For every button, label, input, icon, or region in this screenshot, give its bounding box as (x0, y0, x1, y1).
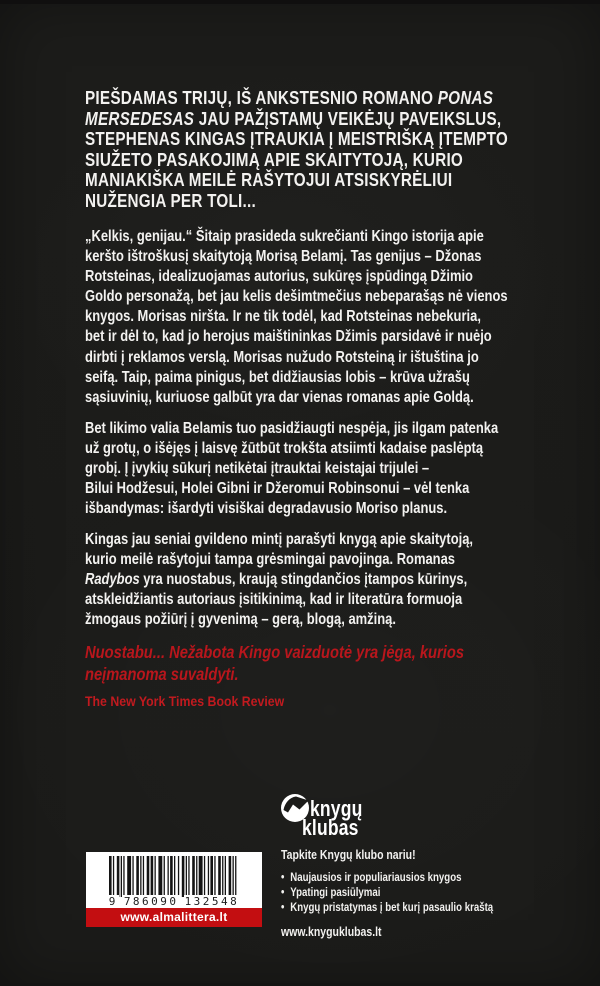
barcode (86, 852, 262, 927)
text-segment: Rotsteinas, idealizuojamas autorius, sukūręs įspūdingą Džimio (85, 268, 473, 286)
text-segment: kurio meilė rašytojui tampa grėsmingai pavojinga. Romanas (85, 551, 456, 569)
text-segment: NUŽENGIA PER TOLI... (85, 189, 256, 211)
text-segment: Goldo personažą, bet jau kelis dešimtmečius nebeparašąs nė vienos (85, 288, 508, 306)
text-segment: knygos. Morisas niršta. Ir ne tik todėl, kad Rotsteinas nebekuria, (85, 308, 481, 326)
membership-bullets (281, 871, 550, 916)
text-segment: dirbti į reklamos verslą. Morisas nužudo Rotsteiną ir ištuština jo (85, 348, 479, 366)
text-segment: žmogaus požiūrį į gyvenimą – gerą, blogą, amžiną. (85, 611, 396, 629)
headline (85, 88, 544, 211)
barcode-digit-group: 132548 (184, 895, 240, 908)
synopsis-paragraph-2 (85, 419, 577, 519)
synopsis-paragraph-3 (85, 530, 577, 630)
cover-top-edge (0, 0, 600, 4)
text-segment: Bilui Hodžesui, Holei Gibni ir Džeromui Robinsonui – vėl tenka (85, 480, 470, 498)
review-attribution: The New York Times Book Review (85, 693, 285, 709)
text-segment: Kingas jau seniai gvildeno mintį parašyti knygą apie skaitytoją, (85, 531, 474, 548)
text-segment: MANIAKIŠKA MEILĖ RAŠYTOJUI ATSISKYRĖLIUI (85, 169, 453, 190)
text-segment: JAU PAŽĮSTAMŲ VEIKĖJŲ PAVEIKSLUS, (194, 107, 502, 129)
membership-block (281, 848, 550, 939)
text-segment: išbandymas: išardyti visiškai degradavusio Moriso planus. (85, 500, 448, 518)
text-segment: už grotų, o išėjęs į laisvę žūtbūt trokšta atsiimti kadaise paslėptą (85, 440, 484, 458)
text-segment: keršto ištroškusį skaitytoją Morisą Belamį. Tas genijus – Džonas (85, 248, 482, 266)
logo-word-klubas: klubas (302, 815, 359, 840)
membership-bullet: • Ypatingi pasiūlymai (281, 886, 550, 900)
text-segment: grobį. Į įvykių sūkurį netikėtai įtrauktai keistajai trijulei – (85, 460, 430, 478)
text-segment: Nuostabu... Nežabota Kingo vaizduotė yra jėga, kurios (85, 642, 465, 662)
review-quote (85, 641, 555, 685)
text-segment: atskleidžiantis autoriaus įsitikinimą, kad ir literatūra formuoja (85, 591, 463, 609)
membership-bullet: • Naujausios ir populiariausios knygos (281, 871, 550, 885)
membership-heading: Tapkite Knygų klubo nariu! (281, 848, 416, 862)
text-segment: PIEŠDAMAS TRIJŲ, IŠ ANKSTESNIO ROMANO (85, 87, 438, 108)
membership-bullet: • Knygų pristatymas į bet kurį pasaulio kraštą (281, 901, 550, 915)
barcode-digits (86, 895, 262, 908)
logo-word-knygu: knygų (310, 796, 363, 821)
text-segment: seifą. Taip, paima pinigus, bet didžiausias lobis – krūva užrašų (85, 368, 470, 386)
text-segment: Bet likimo valia Belamis tuo pasidžiaugti nespėja, jis ilgam patenka (85, 420, 499, 437)
barcode-digit-group: 786090 (123, 895, 179, 908)
text-segment: neįmanoma suvaldyti. (85, 664, 239, 684)
italic-text-segment: PONAS (437, 87, 494, 108)
text-segment: sąsiuvinių, kuriuose galbūt yra dar vienas romanas apie Goldą. (85, 388, 474, 406)
italic-text-segment: MERSEDESAS (85, 107, 195, 129)
publisher-website-strip: www.almalittera.lt (86, 908, 262, 927)
text-segment: „Kelkis, genijau.“ Šitaip prasideda sukrečianti Kingo istorija apie (85, 228, 484, 245)
text-segment: STEPHENAS KINGAS ĮTRAUKIA Į MEISTRIŠKĄ ĮTEMPTO (85, 128, 509, 149)
membership-website: www.knyguklubas.lt (281, 924, 382, 939)
text-segment: yra nuostabus, kraują stingdančios įtampos kūrinys, (139, 571, 468, 589)
italic-text-segment: Radybos (85, 571, 140, 589)
synopsis-paragraph-1 (85, 227, 577, 408)
text-segment: bet ir dėl to, kad jo herojus maištininkas Džimis parsidavė ir nuėjo (85, 328, 492, 346)
barcode-digit-group: 9 (108, 895, 118, 908)
text-segment: SIUŽETO PASAKOJIMĄ APIE SKAITYTOJĄ, KURIO (85, 148, 464, 170)
